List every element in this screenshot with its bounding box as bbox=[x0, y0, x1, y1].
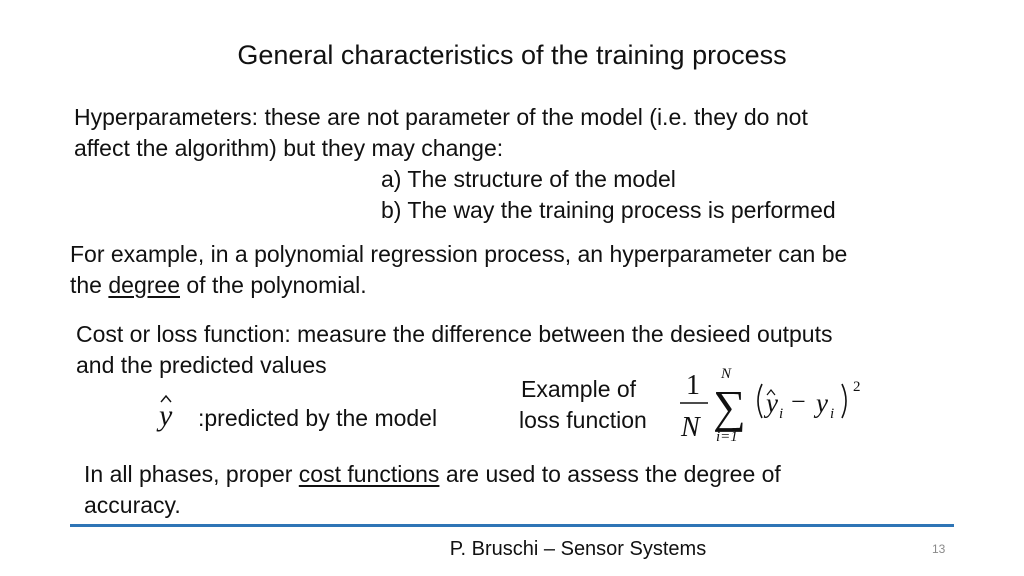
example-line-1: For example, in a polynomial regression process, an hyperparameter can be bbox=[70, 241, 848, 267]
subscript-i-1: i bbox=[779, 406, 784, 422]
predicted-label: :predicted by the model bbox=[198, 405, 438, 431]
right-paren bbox=[842, 384, 846, 418]
loss-example-line-2: loss function bbox=[519, 407, 647, 433]
footer-divider bbox=[70, 524, 954, 527]
phases-text-post: are used to assess the degree of bbox=[439, 461, 781, 487]
cost-functions-underlined: cost functions bbox=[298, 461, 440, 487]
svg-text:y: y bbox=[159, 399, 173, 432]
sum-sign: ∑ bbox=[713, 381, 746, 432]
degree-underlined: degree bbox=[108, 272, 180, 298]
cost-line-2: and the predicted values bbox=[76, 352, 327, 378]
phases-line-2: accuracy. bbox=[84, 492, 181, 518]
y-hat-i: y bbox=[766, 388, 778, 418]
example-text-post: of the polynomial. bbox=[180, 272, 367, 298]
hyperparameters-item-b: b) The way the training process is performed bbox=[381, 197, 836, 223]
minus-sign: − bbox=[791, 387, 806, 416]
hyperparameters-line-2: affect the algorithm) but they may change: bbox=[74, 135, 504, 161]
page-number: 13 bbox=[932, 542, 946, 556]
loss-example-line-1: Example of bbox=[521, 376, 637, 402]
exponent: 2 bbox=[853, 379, 861, 395]
loss-function-formula bbox=[670, 360, 870, 450]
phases-line-1 bbox=[84, 459, 781, 490]
subscript-i-2: i bbox=[830, 406, 835, 422]
y-i: y bbox=[816, 388, 828, 418]
phases-text-pre: In all phases, proper bbox=[84, 461, 299, 487]
fraction-denominator: N bbox=[681, 412, 700, 443]
sum-upper-limit: N bbox=[721, 366, 732, 382]
example-text-pre: the bbox=[70, 272, 109, 298]
example-line-2 bbox=[70, 270, 367, 301]
fraction-numerator: 1 bbox=[686, 370, 700, 401]
footer-text: P. Bruschi – Sensor Systems bbox=[449, 538, 707, 560]
hyperparameters-line-1: Hyperparameters: these are not parameter of the model (i.e. they do not bbox=[74, 104, 808, 130]
sum-lower-limit: i=1 bbox=[716, 429, 738, 445]
left-paren bbox=[758, 384, 762, 418]
cost-line-1: Cost or loss function: measure the difference between the desieed outputs bbox=[76, 321, 833, 347]
hyperparameters-item-a: a) The structure of the model bbox=[381, 166, 676, 192]
slide-title: General characteristics of the training process bbox=[237, 40, 787, 70]
y-hat-symbol bbox=[152, 393, 186, 439]
